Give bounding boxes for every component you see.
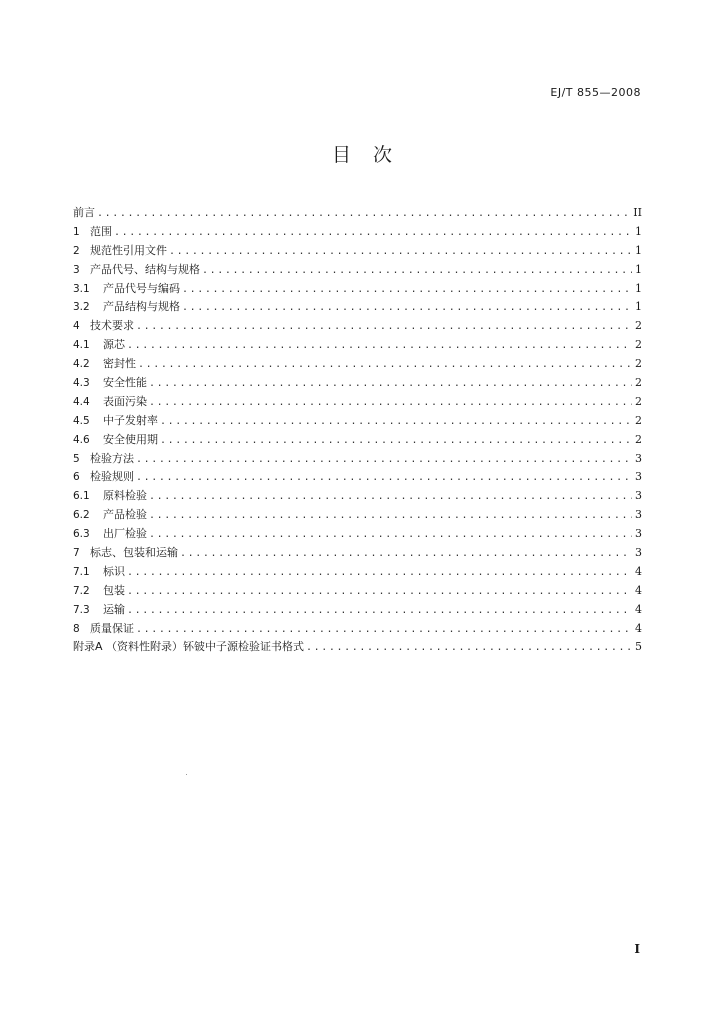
toc-entry-page: 2 [635,338,642,352]
toc-entry-title: 检验方法 [90,451,134,465]
toc-dot-leader [127,337,632,356]
toc-entry[interactable] [73,412,642,431]
toc-dot-leader [127,583,632,602]
toc-dot-leader [180,545,632,564]
toc-entry-title: 产品检验 [103,508,147,522]
toc-entry-page: 2 [635,413,642,427]
toc-entry-title: 前言 [73,206,95,219]
toc-dot-leader [114,224,632,243]
toc-entry-number: 3.1 [73,282,90,295]
toc-entry-number: 4.1 [73,339,90,352]
toc-entry-page: 4 [635,621,642,635]
toc-entry[interactable] [73,487,642,506]
toc-entry[interactable] [73,242,642,261]
toc-entry-title: 出厂检验 [103,527,147,541]
toc-entry-number: 4.4 [73,395,90,408]
toc-dot-leader [169,243,632,262]
toc-entry[interactable] [73,261,642,280]
table-of-contents [73,204,642,657]
standard-code: EJ/T 855—2008 [550,86,641,99]
toc-entry-number: 6.2 [73,509,90,522]
toc-entry-page: 3 [635,527,642,541]
toc-entry-page: 3 [635,546,642,560]
toc-dot-leader [149,488,632,507]
toc-entry-page: 3 [635,508,642,522]
toc-entry[interactable] [73,204,642,223]
toc-entry-number: 8 [73,622,80,635]
toc-entry-title: 检验规则 [90,470,134,484]
toc-dot-leader [182,281,632,300]
toc-entry-page: II [633,206,642,219]
toc-entry-number: 7.2 [73,584,90,597]
toc-entry-number: 4 [73,320,80,333]
toc-entry-number: 4.3 [73,377,90,390]
toc-entry-number: 5 [73,452,80,465]
toc-dot-leader [136,318,632,337]
toc-dot-leader [136,621,632,640]
toc-entry-title: 包装 [103,583,125,597]
toc-entry-title: 规范性引用文件 [90,243,167,257]
toc-entry-title: 密封性 [103,357,136,371]
toc-dot-leader [149,507,632,526]
toc-entry-title: 源芯 [103,338,125,352]
toc-entry-page: 1 [635,224,642,238]
toc-dot-leader [127,602,632,621]
toc-entry[interactable] [73,280,642,299]
toc-dot-leader [202,262,632,281]
toc-dot-leader [136,469,632,488]
page-number: I [634,942,640,956]
toc-entry-page: 2 [635,319,642,333]
toc-entry-number: 3.2 [73,301,90,314]
toc-entry-page: 5 [635,640,642,654]
toc-entry-page: 4 [635,602,642,616]
toc-entry-page: 2 [635,432,642,446]
toc-entry[interactable] [73,582,642,601]
toc-entry-number: 4.2 [73,358,90,371]
toc-entry-title: 产品代号、结构与规格 [90,262,200,276]
toc-entry-title: 标志、包装和运输 [90,546,178,560]
toc-entry-page: 3 [635,470,642,484]
toc-entry[interactable] [73,544,642,563]
toc-entry-number: 6.1 [73,490,90,503]
toc-entry-page: 2 [635,376,642,390]
toc-entry-page: 3 [635,489,642,503]
toc-entry-page: 2 [635,394,642,408]
toc-entry[interactable] [73,468,642,487]
toc-dot-leader [160,413,632,432]
toc-entry-number: 7 [73,547,80,560]
toc-entry-title: 产品代号与编码 [103,281,180,295]
toc-entry-number: 7.1 [73,565,90,578]
toc-entry[interactable] [73,374,642,393]
toc-dot-leader [97,205,631,224]
toc-entry-title: 质量保证 [90,621,134,635]
toc-entry-number: 3 [73,263,80,276]
toc-entry-number: 4.5 [73,414,90,427]
toc-entry[interactable] [73,450,642,469]
toc-entry-number: 4.6 [73,433,90,446]
toc-entry[interactable] [73,317,642,336]
toc-dot-leader [138,356,632,375]
toc-entry[interactable] [73,355,642,374]
toc-entry-title: 标识 [103,564,125,578]
toc-entry[interactable] [73,601,642,620]
toc-entry[interactable] [73,620,642,639]
toc-entry-title: 表面污染 [103,394,147,408]
toc-entry-title: 原料检验 [103,489,147,503]
scan-speck [186,774,187,775]
toc-entry-page: 2 [635,357,642,371]
toc-entry-title: 技术要求 [90,319,134,333]
toc-entry-page: 1 [635,300,642,314]
toc-entry[interactable] [73,393,642,412]
toc-entry[interactable] [73,563,642,582]
toc-dot-leader [182,299,632,318]
toc-dot-leader [306,639,632,658]
toc-entry-page: 1 [635,243,642,257]
toc-dot-leader [149,526,632,545]
toc-entry[interactable] [73,638,642,657]
toc-dot-leader [149,375,632,394]
toc-entry-title: 安全使用期 [103,432,158,446]
toc-entry-page: 1 [635,281,642,295]
toc-entry-title: 附录A （资料性附录）钚铍中子源检验证书格式 [73,640,305,654]
toc-entry[interactable] [73,431,642,450]
toc-dot-leader [149,394,632,413]
toc-title: 目次 [331,144,414,166]
toc-entry-page: 1 [635,262,642,276]
toc-dot-leader [127,564,632,583]
toc-entry[interactable] [73,223,642,242]
toc-entry-title: 产品结构与规格 [103,300,180,314]
toc-entry-title: 中子发射率 [103,413,158,427]
toc-entry[interactable] [73,506,642,525]
toc-entry-page: 4 [635,583,642,597]
toc-entry-number: 6 [73,471,80,484]
toc-dot-leader [136,451,632,470]
toc-entry-number: 1 [73,225,80,238]
toc-entry[interactable] [73,336,642,355]
toc-entry-title: 运输 [103,602,125,616]
toc-entry-title: 安全性能 [103,376,147,390]
toc-dot-leader [160,432,632,451]
toc-entry[interactable] [73,298,642,317]
toc-entry-title: 范围 [90,224,112,238]
toc-entry[interactable] [73,525,642,544]
toc-entry-number: 7.3 [73,603,90,616]
toc-entry-number: 2 [73,244,80,257]
toc-entry-page: 4 [635,564,642,578]
toc-entry-number: 6.3 [73,528,90,541]
toc-entry-page: 3 [635,451,642,465]
